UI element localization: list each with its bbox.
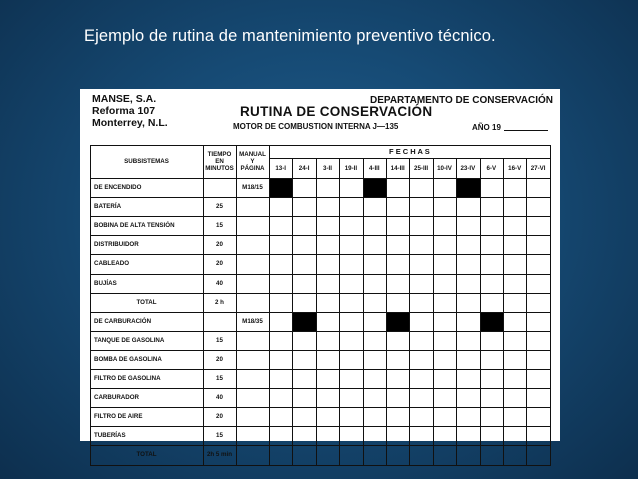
header-subsystems: SUBSISTEMAS [124,158,169,165]
date-header: 25-III [414,164,429,172]
engine-label: MOTOR DE COMBUSTION INTERNA J—135 [233,122,399,131]
row-time: 25 [216,203,223,211]
row-manual [236,369,269,388]
header-manual: MANUAL Y PÁGINA [239,151,266,172]
header-time: TIEMPO EN MINUTOS [205,151,234,172]
row-manual [236,426,269,445]
scheduled-date-mark [270,179,292,197]
row-manual [236,235,269,254]
row-manual: M18/15 [242,184,263,192]
scheduled-date-mark [457,179,479,197]
row-label: FILTRO DE AIRE [94,413,143,421]
date-header: 3-II [323,164,332,172]
row-label: DE CARBURACIÓN [94,317,152,325]
row-manual [236,293,269,312]
row-label: FILTRO DE GASOLINA [94,375,161,383]
row-label: TOTAL [136,298,157,306]
date-header: 24-I [298,164,310,172]
company-city: Monterrey, N.L. [92,117,168,129]
scheduled-date-mark [481,313,503,331]
row-time: 20 [216,241,223,249]
scheduled-date-mark [293,313,315,331]
date-header: 13-I [275,164,287,172]
table-border-bottom [90,465,550,466]
row-time: 15 [216,375,223,383]
date-header: 23-IV [460,164,476,172]
date-header: 16-V [508,164,522,172]
date-header: 27-VI [530,164,546,172]
row-manual [236,331,269,350]
routine-title: RUTINA DE CONSERVACIÓN [240,104,433,119]
row-time: 2h 5 min [206,451,233,459]
scheduled-date-mark [387,313,409,331]
table-border-right [550,145,551,466]
row-label: TOTAL [136,451,157,459]
row-manual [236,216,269,235]
slide-title: Ejemplo de rutina de mantenimiento preventivo técnico. [84,27,496,45]
row-label: BOBINA DE ALTA TENSIÓN [94,222,175,230]
date-header: 4-III [368,164,380,172]
year-label: AÑO 19 [472,123,501,132]
row-label: TUBERÍAS [94,432,126,440]
row-manual [236,445,269,464]
row-label: BOMBA DE GASOLINA [94,355,162,363]
row-manual [236,388,269,407]
company-name: MANSE, S.A. [92,93,157,105]
row-time: 15 [216,222,223,230]
maintenance-document [80,89,560,459]
row-manual [236,197,269,216]
year-blank-line [504,130,548,131]
row-time: 40 [216,279,223,287]
row-time [203,312,236,331]
row-time: 20 [216,355,223,363]
row-time: 40 [216,394,223,402]
row-label: DE ENCENDIDO [94,184,142,192]
row-manual [236,274,269,293]
row-manual [236,350,269,369]
header-dates: F E C H A S [389,147,430,156]
row-time: 15 [216,336,223,344]
row-label: BUJÍAS [94,279,117,287]
department-label: DEPARTAMENTO DE CONSERVACIÓN [370,95,553,106]
row-time: 20 [216,413,223,421]
date-header: 19-II [344,164,358,172]
row-manual [236,407,269,426]
date-header: 10-IV [437,164,452,172]
row-manual: M18/35 [242,317,263,325]
row-time: 20 [216,260,223,268]
row-time: 15 [216,432,223,440]
date-header: 14-III [390,164,405,172]
row-label: CABLEADO [94,260,130,268]
date-header: 6-V [486,164,497,172]
scheduled-date-mark [364,179,386,197]
row-label: DISTRIBUIDOR [94,241,139,249]
row-label: CARBURADOR [94,394,140,402]
row-label: TANQUE DE GASOLINA [94,336,165,344]
row-time: 2 h [215,298,224,306]
company-street: Reforma 107 [92,105,156,117]
row-label: BATERÍA [94,203,122,211]
row-time [203,178,236,197]
row-manual [236,254,269,273]
